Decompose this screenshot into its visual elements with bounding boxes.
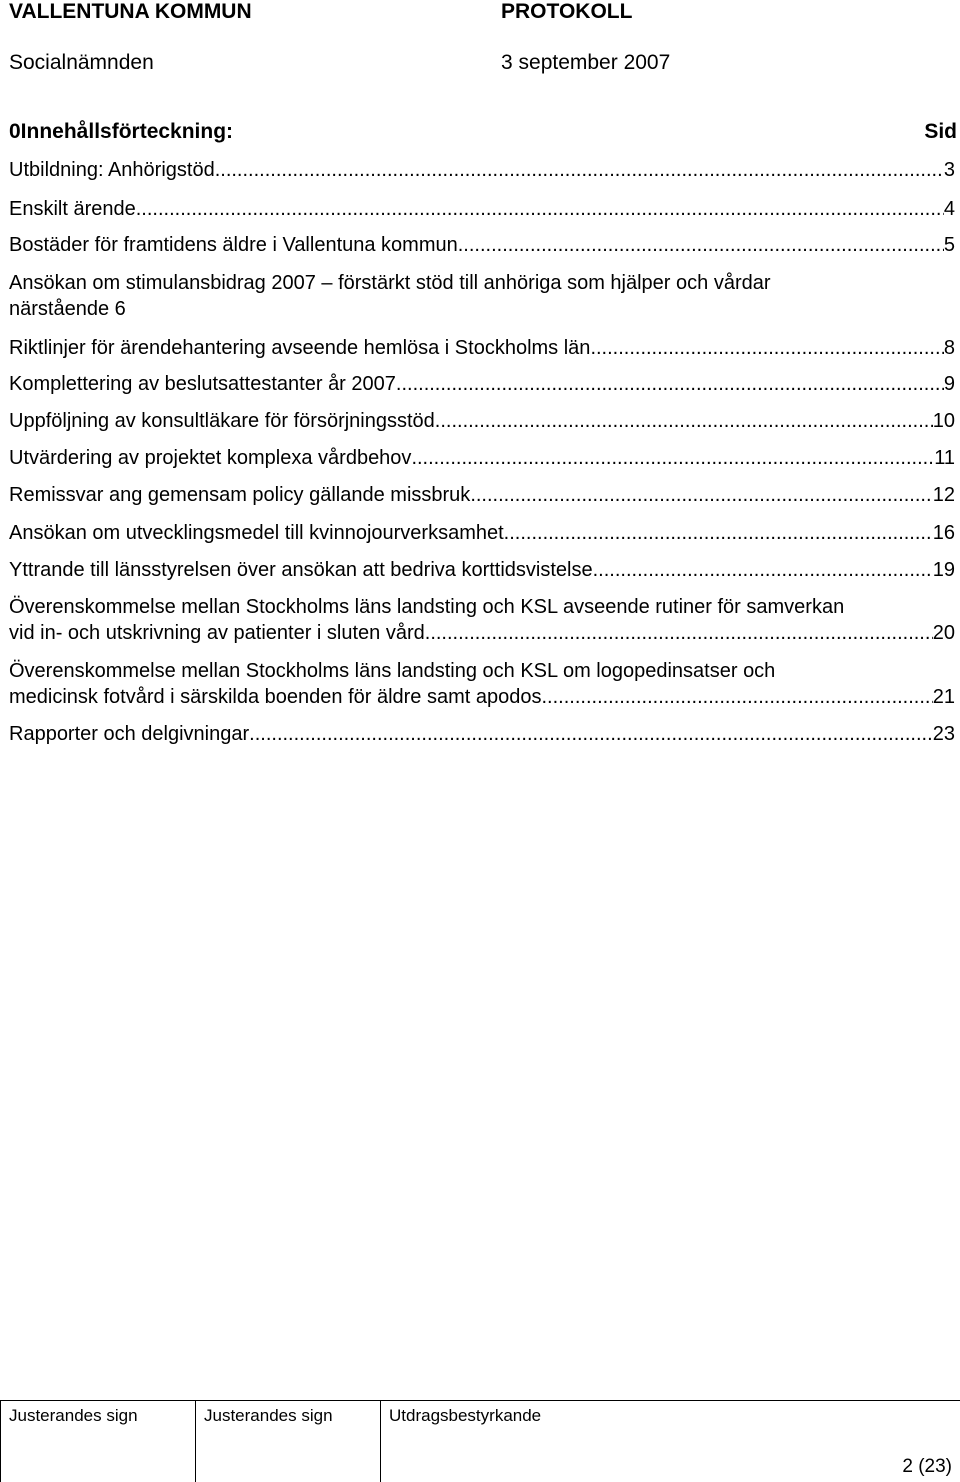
toc-entry-title: Enskilt ärende	[9, 198, 136, 220]
toc-leader-dots	[425, 620, 933, 646]
toc-entry-title: Utbildning: Anhörigstöd	[9, 159, 215, 181]
toc-entry-title: Rapporter och delgivningar	[9, 723, 250, 745]
toc-entry-title: Yttrande till länsstyrelsen över ansökan att bedriva korttidsvistelse	[9, 559, 593, 581]
toc-entry[interactable]	[9, 721, 955, 747]
toc-leader-dots	[411, 445, 934, 471]
page-number: 2 (23)	[902, 1456, 952, 1477]
signature-footer	[0, 1400, 960, 1482]
toc-entry-title: Komplettering av beslutsattestanter år 2007	[9, 373, 396, 395]
toc-leader-dots	[470, 482, 932, 508]
toc-entry-page: 9	[943, 373, 955, 395]
toc-entry[interactable]	[9, 408, 955, 434]
toc-entry-title: Överenskommelse mellan Stockholms läns landsting och KSL om logopedinsatser och	[9, 660, 776, 682]
toc-entry-page: 21	[932, 686, 955, 708]
toc-entry[interactable]	[9, 335, 955, 361]
toc-entry-page: 4	[943, 198, 955, 220]
toc-leader-dots	[249, 721, 933, 747]
toc-entry[interactable]	[9, 232, 955, 258]
toc-entry[interactable]	[9, 594, 955, 646]
toc-heading	[9, 120, 957, 144]
toc-entry-page: 23	[932, 723, 955, 745]
toc-entry-page: 3	[943, 159, 955, 181]
toc-entry-page: 16	[932, 522, 955, 544]
signature-box-2	[195, 1400, 380, 1482]
toc-entry-title: Utvärdering av projektet komplexa vårdbehov	[9, 447, 412, 469]
toc-leader-dots	[504, 520, 933, 546]
meeting-date: 3 september 2007	[501, 51, 671, 74]
toc-entry[interactable]	[9, 196, 955, 222]
toc-leader-dots	[590, 335, 943, 361]
toc-entry[interactable]	[9, 371, 955, 397]
extract-certification-box	[380, 1400, 960, 1482]
toc-entry-page: 10	[932, 410, 955, 432]
toc-entry[interactable]	[9, 445, 955, 471]
toc-entry-title-cont: medicinsk fotvård i särskilda boenden för äldre samt apodos	[9, 686, 542, 708]
toc-entry[interactable]	[9, 557, 955, 583]
toc-entry-title: Ansökan om utvecklingsmedel till kvinnojourverksamhet	[9, 522, 504, 544]
toc-entry-page: 20	[932, 622, 955, 644]
toc-entry-page: 12	[932, 484, 955, 506]
toc-entry-title: Remissvar ang gemensam policy gällande missbruk	[9, 484, 471, 506]
toc-leader-dots	[593, 557, 933, 583]
toc-entry-title-cont: närstående 6	[9, 298, 126, 320]
toc-leader-dots	[215, 157, 944, 183]
toc-entry-title: Överenskommelse mellan Stockholms läns landsting och KSL avseende rutiner för samverkan	[9, 596, 845, 618]
toc-entry-title: Ansökan om stimulansbidrag 2007 – förstärkt stöd till anhöriga som hjälper och vårdar	[9, 272, 771, 294]
department-name: Socialnämnden	[9, 51, 154, 74]
toc-entry-page: 5	[943, 234, 955, 256]
toc-title: 0Innehållsförteckning:	[9, 120, 234, 143]
extract-label: Utdragsbestyrkande	[389, 1406, 542, 1425]
toc-entry-title: Riktlinjer för ärendehantering avseende hemlösa i Stockholms län	[9, 337, 591, 359]
toc-entry[interactable]	[9, 270, 955, 322]
toc-entry-title: Uppföljning av konsultläkare för försörjningsstöd	[9, 410, 435, 432]
toc-entry[interactable]	[9, 157, 955, 183]
signature-box-1	[0, 1400, 195, 1482]
toc-leader-dots	[435, 408, 933, 434]
toc-entry[interactable]	[9, 520, 955, 546]
toc-entry-title-cont: vid in- och utskrivning av patienter i sluten vård	[9, 622, 425, 644]
signature-label: Justerandes sign	[204, 1406, 333, 1425]
toc-entry-page: 8	[943, 337, 955, 359]
toc-leader-dots	[542, 684, 933, 710]
page-column-label: Sid	[924, 120, 957, 143]
signature-label: Justerandes sign	[9, 1406, 138, 1425]
organization-name: VALLENTUNA KOMMUN	[9, 0, 252, 23]
toc-entry[interactable]	[9, 482, 955, 508]
toc-leader-dots	[396, 371, 944, 397]
toc-entry-page: 11	[934, 447, 955, 469]
document-type: PROTOKOLL	[501, 0, 633, 23]
toc-leader-dots	[458, 232, 944, 258]
toc-leader-dots	[136, 196, 944, 222]
toc-entry-page: 19	[932, 559, 955, 581]
toc-entry[interactable]	[9, 658, 955, 710]
toc-entry-title: Bostäder för framtidens äldre i Vallentuna kommun	[9, 234, 458, 256]
